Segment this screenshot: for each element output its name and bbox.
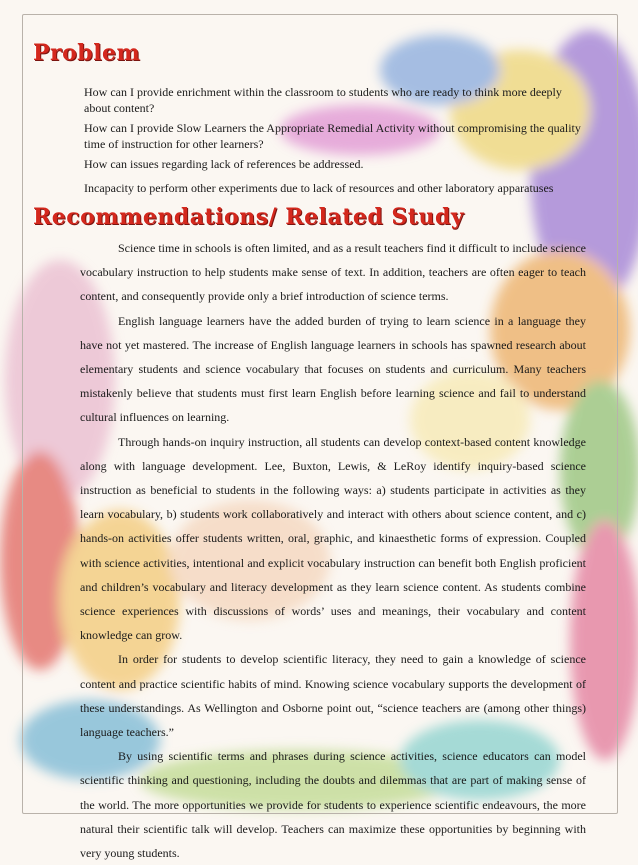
body-paragraph: Through hands-on inquiry instruction, all students can develop context-based content knowledge along with language development. Lee, Buxton, Lewis, & LeRoy identify inquiry-based science instruction as beneficial to students in the following ways: a) students participate in activities as they learn vocabulary, b) students work collaboratively and interact with others about science content, and c) hands-on activities offer students written, oral, graphic, and kinaesthetic forms of expression. Coupled with science activities, intentional and explicit vocabulary instruction can benefit both English proficient and children’s vocabulary and literacy development as they learn science content. As students combine science experiences with discussions of words’ uses and meanings, their vocabulary and content knowledge can grow. <box>80 434 586 643</box>
recommendations-body <box>80 236 586 865</box>
body-paragraph: English language learners have the added burden of trying to learn science in a language they have not yet mastered. The increase of English language learners in schools has spawned research about elementary students and science vocabulary that focuses on students and curriculum. Many teachers mistakenly believe that students must first learn English before learning science and fail to understand cultural influences on learning. <box>80 313 586 425</box>
body-paragraph: In order for students to develop scientific literacy, they need to gain a knowledge of science content and practice scientific habits of mind. Knowing science vocabulary supports the development of these understandings. As Wellington and Osborne point out, “science teachers are (among other things) language teachers.” <box>80 652 586 740</box>
problem-item: How can I provide enrichment within the classroom to students who are ready to think more deeply about content? <box>84 85 562 115</box>
body-paragraph: By using scientific terms and phrases during science activities, science educators can model scientific thinking and questioning, including the doubts and dilemmas that are part of making sense of the world. The more opportunities we provide for students to experience scientific endeavours, the more natural their scientific talk will develop. Teachers can maximize these opportunities by beginning with very young students. <box>80 749 586 861</box>
problem-heading: Problem <box>33 40 141 66</box>
problem-item: How can I provide Slow Learners the Appropriate Remedial Activity without compromising the quality time of instruction for other learners? <box>84 121 581 151</box>
recommendations-heading: Recommendations/ Related Study <box>33 204 465 230</box>
problem-item: How can issues regarding lack of references be addressed. <box>84 157 364 171</box>
body-paragraph: Science time in schools is often limited, and as a result teachers find it difficult to include science vocabulary instruction to help students make sense of text. In addition, teachers are often eager to teach content, and consequently provide only a brief introduction of science terms. <box>80 241 586 304</box>
problem-item: Incapacity to perform other experiments due to lack of resources and other laboratory apparatuses <box>84 181 554 195</box>
problem-list <box>84 84 584 200</box>
